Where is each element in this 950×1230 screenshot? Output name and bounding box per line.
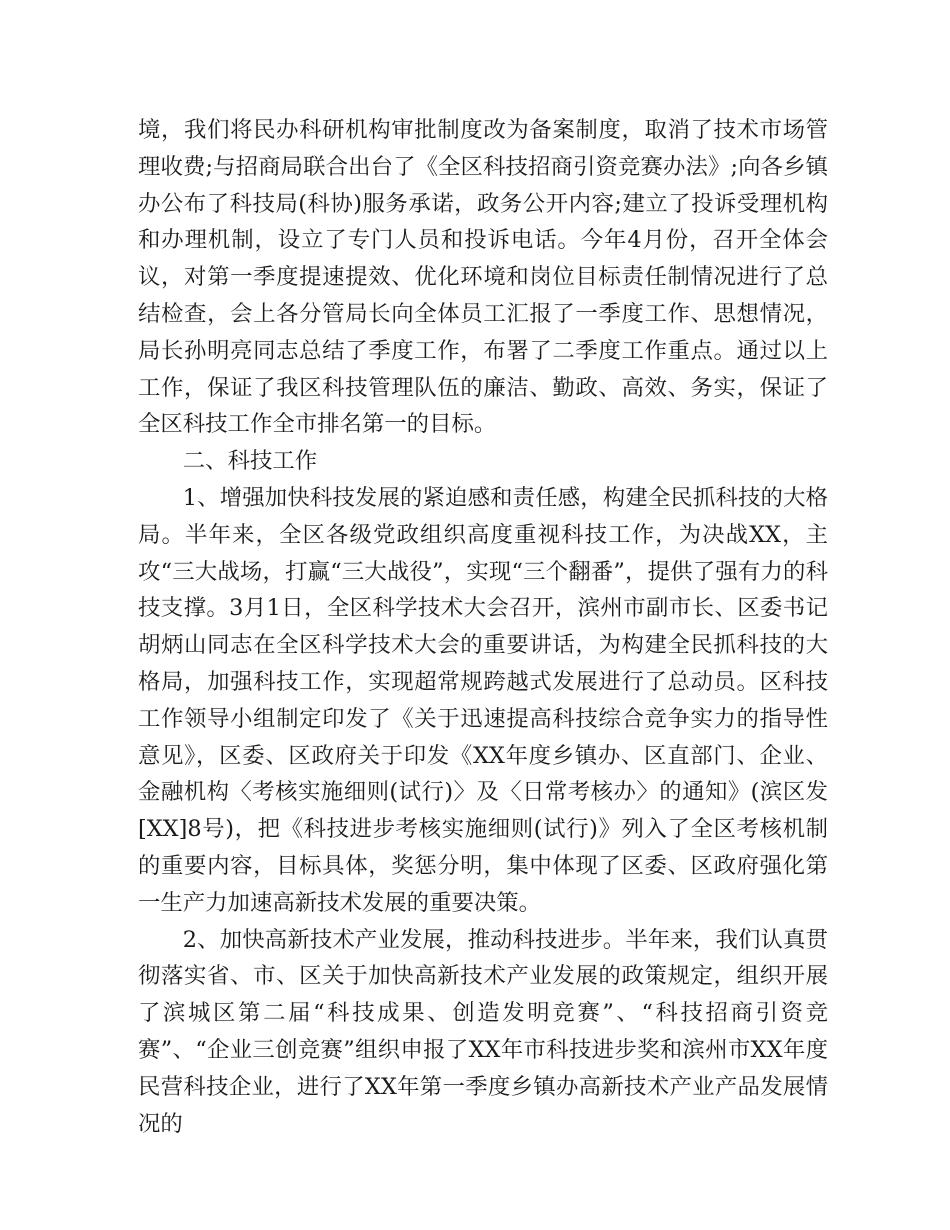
paragraph-1: 境，我们将民办科研机构审批制度改为备案制度，取消了技术市场管理收费;与招商局联合出台了《全区科技招商引资竞赛办法》;向各乡镇办公布了科技局(科协)服务承诺，政务公开内容;建立了投诉受理机构和办理机制，设立了专门人员和投诉电话。今年4月份，召开全体会议，对第一季度提速提效、优化环境和岗位目标责任制情况进行了总结检查，会上各分管局长向全体员工汇报了一季度工作、思想情况，局长孙明亮同志总结了季度工作，布署了二季度工作重点。通过以上工作，保证了我区科技管理队伍的廉洁、勤政、高效、务实，保证了全区科技工作全市排名第一的目标。: [138, 117, 828, 438]
paragraph-item-1: 1、增强加快科技发展的紧迫感和责任感，构建全民抓科技的大格局。半年来，全区各级党政组织高度重视科技工作，为决战XX，主攻“三大战场，打赢“三大战役”，实现“三个翻番”，提供了强有力的科技支撑。3月1日，全区科学技术大会召开，滨州市副市长、区委书记胡炳山同志在全区科学技术大会的重要讲话，为构建全民抓科技的大格局，加强科技工作，实现超常规跨越式发展进行了总动员。区科技工作领导小组制定印发了《关于迅速提高科技综合竞争实力的指导性意见》，区委、区政府关于印发《XX年度乡镇办、区直部门、企业、金融机构〈考核实施细则(试行)〉及〈日常考核办〉的通知》(滨区发[XX]8号)，把《科技进步考核实施细则(试行)》列入了全区考核机制的重要内容，目标具体，奖惩分明，集中体现了区委、区政府强化第一生产力加速高新技术发展的重要决策。: [138, 484, 828, 916]
section-heading-tech-work: 二、科技工作: [182, 448, 318, 475]
paragraph-item-2: 2、加快高新技术产业发展，推动科技进步。半年来，我们认真贯彻落实省、市、区关于加快高新技术产业发展的政策规定，组织开展了滨城区第二届“科技成果、创造发明竞赛”、“科技招商引资竞赛”、“企业三创竞赛”组织申报了XX年市科技进步奖和滨州市XX年度民营科技企业，进行了XX年第一季度乡镇办高新技术产业产品发展情况的: [138, 926, 828, 1137]
document-body: [138, 112, 828, 1142]
